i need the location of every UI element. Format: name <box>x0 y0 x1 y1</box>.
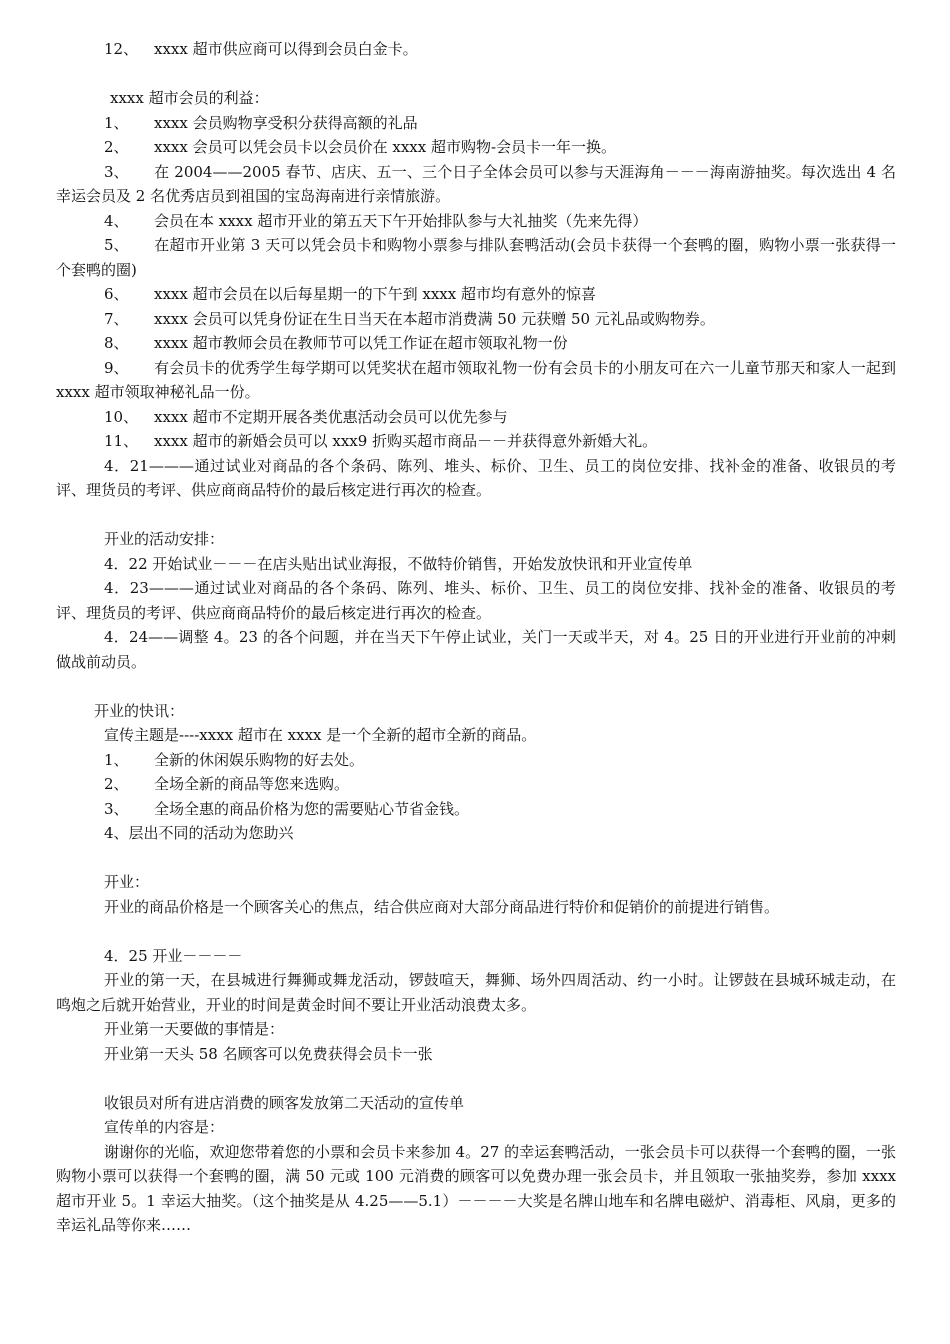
item-number: 2、 <box>104 775 129 793</box>
list-item: 4、层出不同的活动为您助兴 <box>104 824 294 842</box>
spacer <box>56 503 896 528</box>
spacer <box>56 1066 896 1091</box>
section-heading: 宣传单的内容是： <box>104 1118 225 1136</box>
item-number: 6、 <box>104 285 129 303</box>
paragraph-4-24: 4．24——调整 4。23 的各个问题，并在当天下午停止试业，关门一天或半天，对 4。25 日的开业进行开业前的冲刺做战前动员。 <box>56 628 896 671</box>
item-number: 11、 <box>104 432 139 450</box>
spacer <box>56 674 896 699</box>
spacer <box>56 62 896 87</box>
section-heading: 4．25 开业－－－－ <box>104 946 243 965</box>
list-item <box>56 160 896 209</box>
item-number: 4、 <box>104 211 129 230</box>
list-item <box>56 429 896 454</box>
item-number: 9、 <box>104 358 129 377</box>
item-number: 8、 <box>104 334 129 352</box>
item-number: 5、 <box>104 236 129 254</box>
list-item <box>56 37 896 62</box>
list-item <box>56 209 896 234</box>
item-text: xxxx 会员可以凭身份证在生日当天在本超市消费满 50 元获赠 50 元礼品或购物券。 <box>154 309 715 328</box>
section-heading: 开业的活动安排： <box>104 530 225 548</box>
item-number: 2、 <box>104 138 129 156</box>
section-heading: 开业的快讯： <box>94 701 185 720</box>
list-item <box>56 135 896 160</box>
list-item <box>56 772 896 797</box>
item-text: 在 2004——2005 春节、店庆、五一、三个日子全体会员可以参与天涯海角－－－海南游抽奖。每次选出 4 名幸运会员及 2 名优秀店员到祖国的宝岛海南进行亲情旅游。 <box>56 162 896 205</box>
list-item <box>56 307 896 332</box>
list-item <box>56 331 896 356</box>
flyer-theme: 宣传主题是----xxxx 超市在 xxxx 是一个全新的超市全新的商品。 <box>104 726 537 744</box>
paragraph-day1: 开业的第一天，在县城进行舞狮或舞龙活动，锣鼓喧天，舞狮、场外四周活动、约一小时。让锣鼓在县城环城走动，在鸣炮之后就开始营业，开业的时间是黄金时间不要让开业活动浪费太多。 <box>56 971 896 1014</box>
list-item <box>56 797 896 822</box>
section-heading: xxxx 超市会员的利益： <box>110 89 269 107</box>
item-text: xxxx 超市不定期开展各类优惠活动会员可以优先参与 <box>154 407 508 426</box>
list-item <box>56 356 896 405</box>
section-heading: 开业： <box>104 873 150 891</box>
paragraph-4-22: 4．22 开始试业－－－在店头贴出试业海报，不做特价销售，开始发放快讯和开业宣传单 <box>104 554 693 573</box>
item-text: xxxx 超市供应商可以得到会员白金卡。 <box>154 40 418 58</box>
item-text: 有会员卡的优秀学生每学期可以凭奖状在超市领取礼物一份有会员卡的小朋友可在六一儿童节那天和家人一起到 xxxx 超市领取神秘礼品一份。 <box>56 358 896 401</box>
list-item <box>56 748 896 773</box>
item-text: 全场全惠的商品价格为您的需要贴心节省金钱。 <box>154 799 470 818</box>
paragraph-day1-todo: 开业第一天要做的事情是： <box>104 1020 285 1038</box>
item-text: xxxx 会员可以凭会员卡以会员价在 xxxx 超市购物-会员卡一年一换。 <box>154 138 617 156</box>
list-item <box>56 282 896 307</box>
item-number: 3、 <box>104 799 129 818</box>
item-text: 全新的休闲娱乐购物的好去处。 <box>154 750 365 769</box>
list-item <box>56 405 896 430</box>
paragraph-leaflet: 谢谢你的光临，欢迎您带着您的小票和会员卡来参加 4。27 的幸运套鸭活动，一张会员卡可以获得一个套鸭的圈，一张购物小票可以获得一个套鸭的圈，满 50 元或 100 元消费的顾客可以免费办理一张会员卡，并且领取一张抽奖券，参加 xxxx 超市开业 5。1 幸运大抽奖。（这个抽奖是从 4.25——5.1）－－－－大奖是名牌山地车和名牌电磁炉、消毒柜、风扇，更多的幸运礼品等你来…… <box>56 1142 896 1234</box>
item-text: xxxx 超市教师会员在教师节可以凭工作证在超市领取礼物一份 <box>154 334 568 352</box>
list-item <box>56 111 896 136</box>
item-number: 1、 <box>104 113 129 132</box>
paragraph-4-21: 4．21———通过试业对商品的各个条码、陈列、堆头、标价、卫生、员工的岗位安排、找补金的准备、收银员的考评、理货员的考评、供应商商品特价的最后核定进行再次的检查。 <box>56 456 896 499</box>
document-page <box>56 37 896 1238</box>
spacer <box>56 919 896 944</box>
paragraph-day1-first: 开业第一天头 58 名顾客可以免费获得会员卡一张 <box>104 1044 433 1063</box>
spacer <box>56 846 896 871</box>
item-text: xxxx 超市的新婚会员可以 xxx9 折购买超市商品－－并获得意外新婚大礼。 <box>154 432 658 450</box>
list-item <box>56 233 896 282</box>
item-text: 会员在本 xxxx 超市开业的第五天下午开始排队参与大礼抽奖（先来先得） <box>154 211 648 230</box>
item-number: 1、 <box>104 750 129 769</box>
item-number: 3、 <box>104 162 129 181</box>
item-text: xxxx 会员购物享受积分获得高额的礼品 <box>154 113 418 132</box>
item-text: 在超市开业第 3 天可以凭会员卡和购物小票参与排队套鸭活动(会员卡获得一个套鸭的圈，购物小票一张获得一个套鸭的圈) <box>56 236 896 279</box>
paragraph-cashier: 收银员对所有进店消费的顾客发放第二天活动的宣传单 <box>104 1093 465 1112</box>
item-text: xxxx 超市会员在以后每星期一的下午到 xxxx 超市均有意外的惊喜 <box>154 285 596 303</box>
item-text: 全场全新的商品等您来选购。 <box>154 775 350 793</box>
item-number: 10、 <box>104 407 139 426</box>
paragraph-4-23: 4．23———通过试业对商品的各个条码、陈列、堆头、标价、卫生、员工的岗位安排、找补金的准备、收银员的考评、理货员的考评、供应商商品特价的最后核定进行再次的检查。 <box>56 579 896 622</box>
item-number: 7、 <box>104 309 129 328</box>
item-number: 12、 <box>104 40 139 58</box>
paragraph-opening: 开业的商品价格是一个顾客关心的焦点，结合供应商对大部分商品进行特价和促销价的前提进行销售。 <box>104 897 780 916</box>
